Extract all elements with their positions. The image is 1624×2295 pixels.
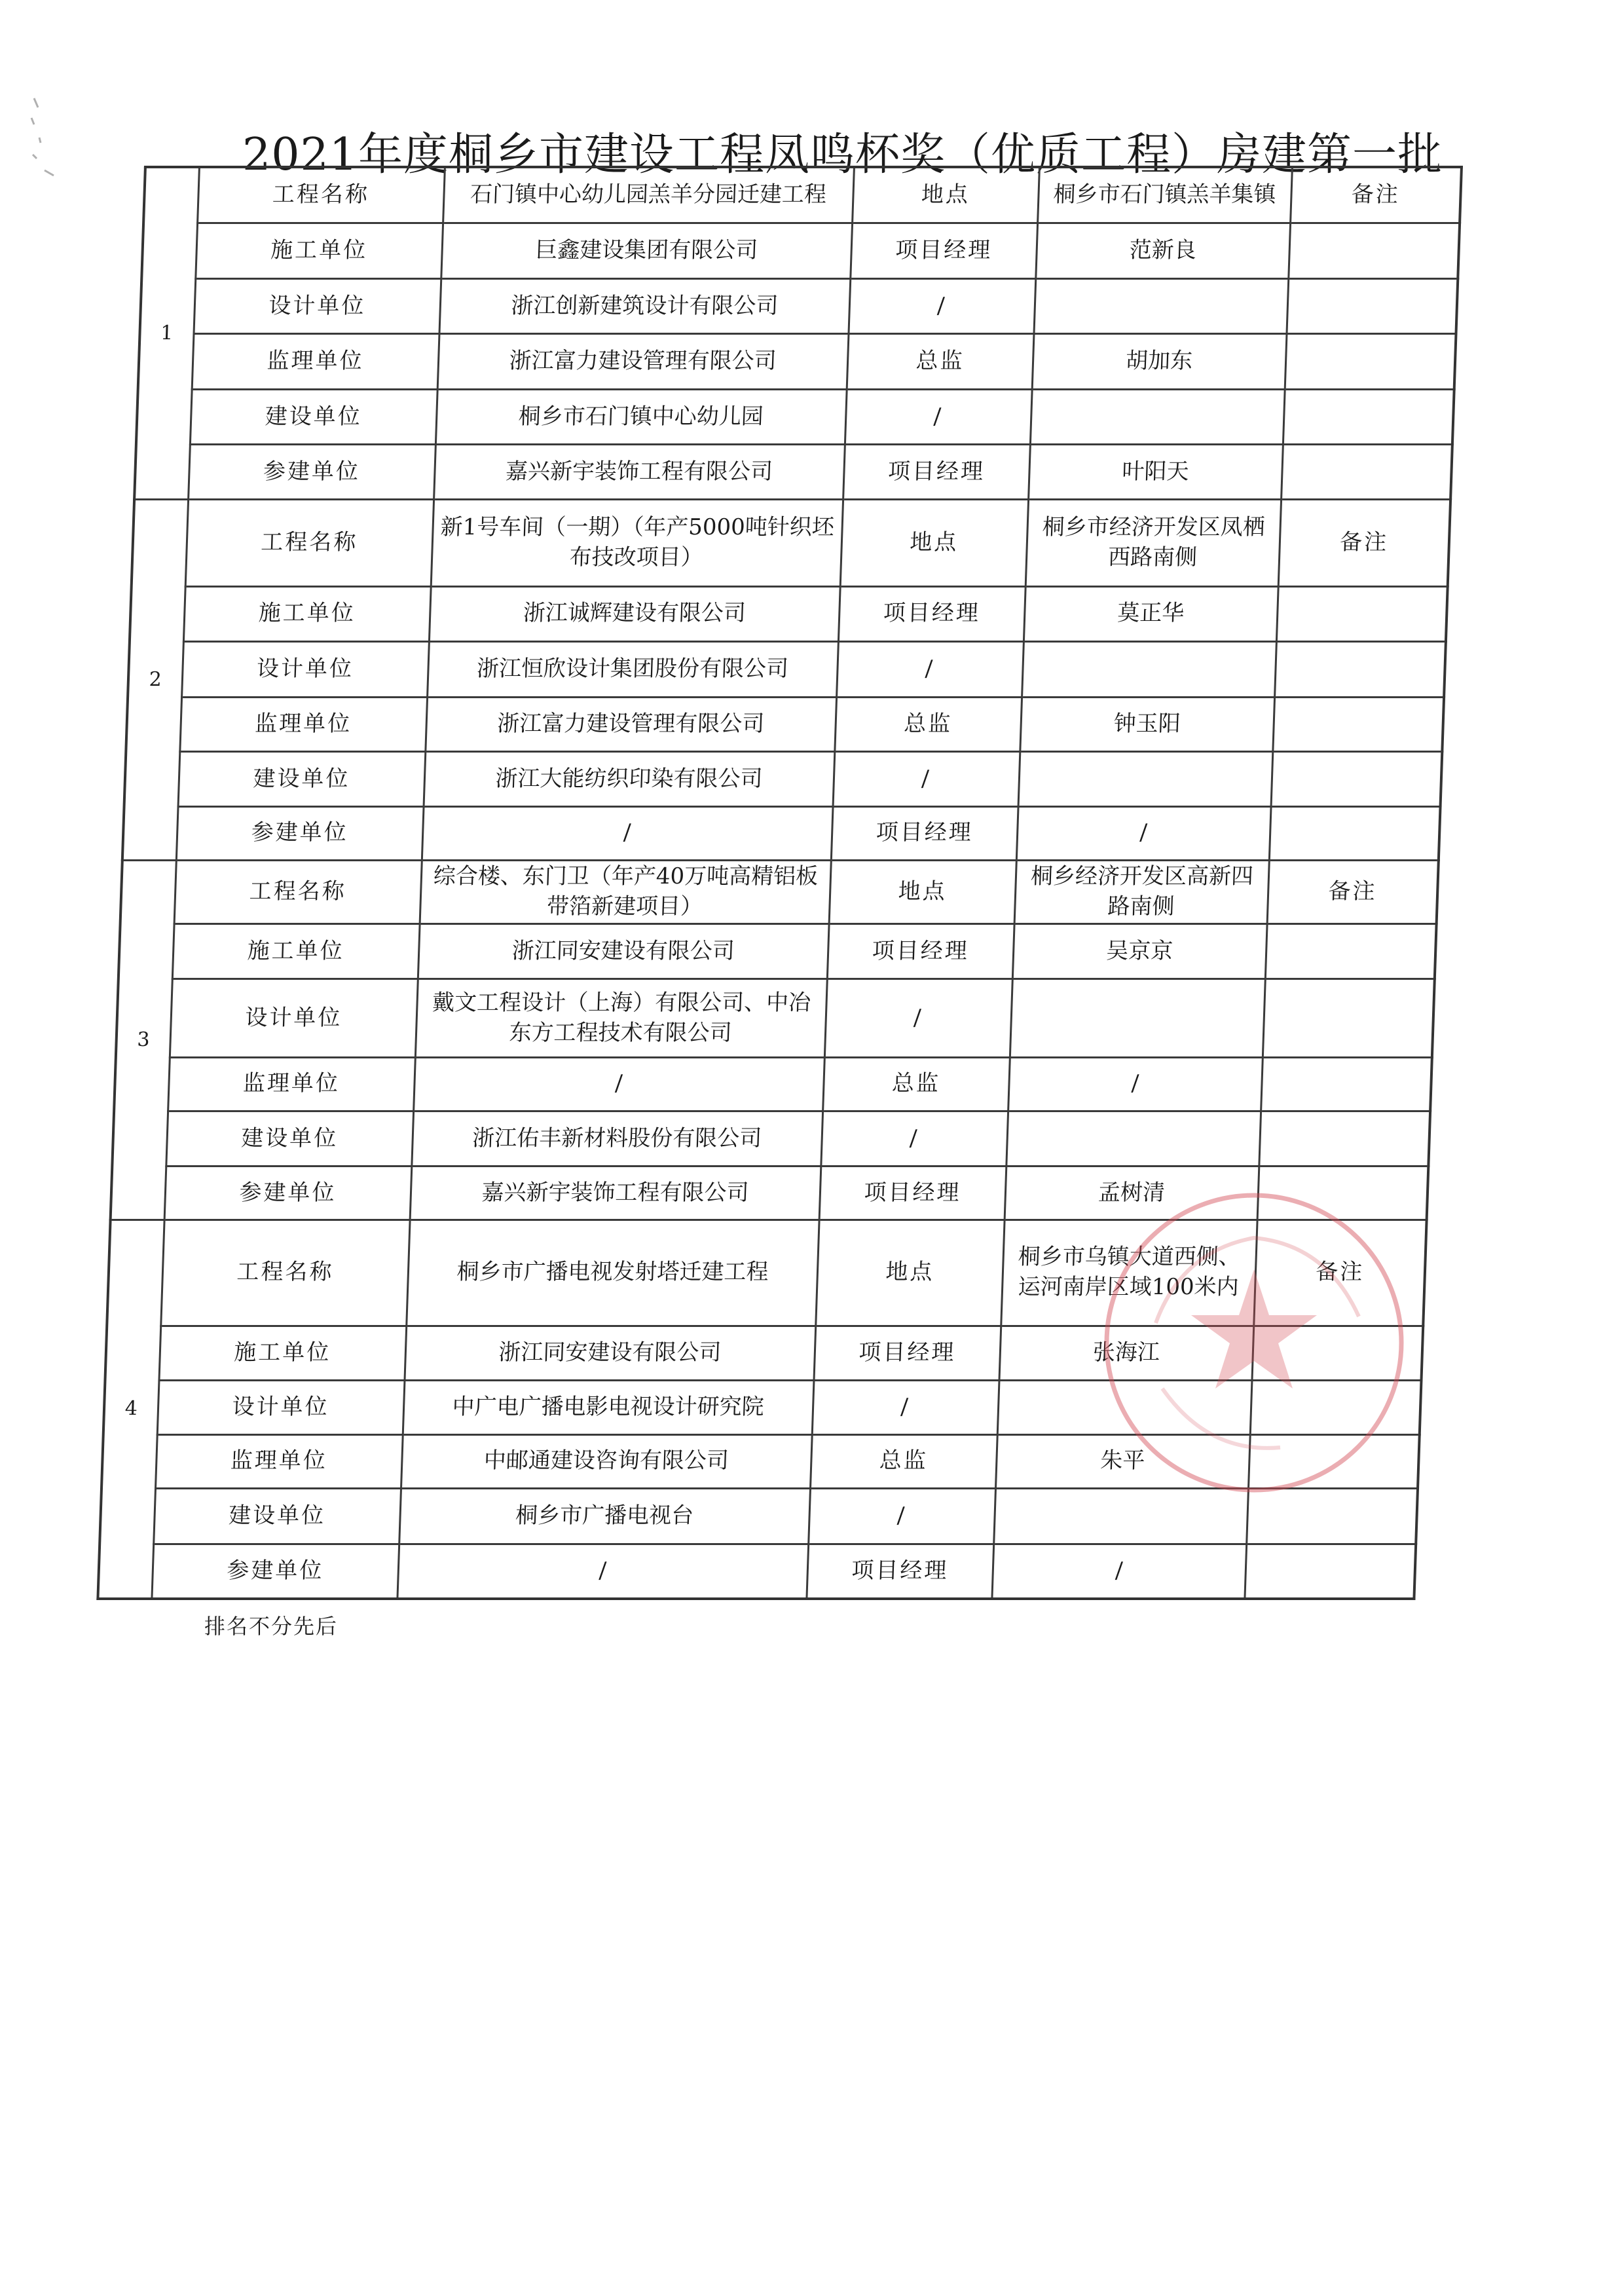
remark-cell xyxy=(1257,1166,1429,1220)
role-label: 项目经理 xyxy=(819,1166,1006,1220)
table-row xyxy=(116,979,1435,1058)
remark-cell xyxy=(1274,641,1446,697)
table-row xyxy=(134,445,1452,500)
role-label: 项目经理 xyxy=(806,1544,993,1599)
table-row xyxy=(103,1381,1422,1435)
role-label: / xyxy=(808,1488,995,1544)
remark-cell xyxy=(1251,1326,1423,1381)
project-location: 桐乡市乌镇大道西侧、运河南岸区域100米内 xyxy=(1001,1220,1257,1326)
unit-type-label: 参建单位 xyxy=(164,1166,412,1220)
unit-name: 中邮通建设咨询有限公司 xyxy=(401,1435,812,1489)
unit-type-label: 设计单位 xyxy=(157,1381,405,1435)
remark-cell xyxy=(1250,1381,1422,1435)
table-row xyxy=(114,1057,1432,1111)
remark-label: 备注 xyxy=(1290,167,1462,223)
project-name-label: 工程名称 xyxy=(197,167,445,223)
unit-type-label: 建设单位 xyxy=(190,389,437,445)
role-label: / xyxy=(833,752,1020,807)
remark-cell xyxy=(1269,807,1441,861)
table-row xyxy=(139,279,1458,334)
table-row xyxy=(122,807,1441,861)
unit-type-label: 监理单位 xyxy=(192,333,439,389)
remark-cell xyxy=(1259,1111,1430,1166)
project-name-label: 工程名称 xyxy=(160,1220,409,1326)
person-name xyxy=(1030,389,1285,445)
remark-cell xyxy=(1248,1435,1420,1489)
person-name: / xyxy=(1016,807,1271,861)
table-row xyxy=(136,389,1454,445)
role-label: 项目经理 xyxy=(838,586,1025,641)
unit-name: 浙江创新建筑设计有限公司 xyxy=(439,279,850,334)
unit-type-label: 参建单位 xyxy=(151,1544,399,1599)
role-label: / xyxy=(812,1381,999,1435)
person-name xyxy=(1010,979,1265,1058)
project-header-row xyxy=(120,860,1439,924)
person-name xyxy=(997,1381,1252,1435)
project-name: 综合楼、东门卫（年产40万吨高精铝板带箔新建项目） xyxy=(420,860,831,924)
unit-name: 嘉兴新宇装饰工程有限公司 xyxy=(434,445,845,500)
remark-label: 备注 xyxy=(1267,860,1439,924)
unit-name: 浙江大能纺织印染有限公司 xyxy=(424,752,835,807)
unit-name: 中广电广播电影电视设计研究院 xyxy=(403,1381,814,1435)
unit-type-label: 施工单位 xyxy=(158,1326,406,1381)
project-number: 1 xyxy=(134,167,199,500)
person-name: 范新良 xyxy=(1035,223,1290,279)
unit-name: 浙江佑丰新材料股份有限公司 xyxy=(411,1111,822,1166)
unit-type-label: 监理单位 xyxy=(168,1057,415,1111)
person-name: / xyxy=(991,1544,1246,1599)
person-name xyxy=(993,1488,1248,1544)
unit-type-label: 设计单位 xyxy=(170,979,418,1058)
unit-type-label: 施工单位 xyxy=(183,586,431,641)
person-name: 胡加东 xyxy=(1032,333,1287,389)
person-name xyxy=(1018,752,1273,807)
unit-name: 戴文工程设计（上海）有限公司、中冶东方工程技术有限公司 xyxy=(415,979,827,1058)
remark-cell xyxy=(1271,752,1443,807)
unit-type-label: 监理单位 xyxy=(155,1435,403,1489)
person-name: 钟玉阳 xyxy=(1020,697,1274,752)
award-table xyxy=(96,166,1463,1600)
project-number: 3 xyxy=(111,860,176,1220)
table-row xyxy=(138,333,1456,389)
remark-cell xyxy=(1261,1057,1432,1111)
unit-name: 浙江富力建设管理有限公司 xyxy=(425,697,836,752)
person-name: 吴京京 xyxy=(1012,924,1267,979)
footnote: 排名不分先后 xyxy=(204,1614,339,1639)
remark-cell xyxy=(1288,223,1460,279)
project-location: 桐乡市石门镇羔羊集镇 xyxy=(1037,167,1292,223)
remark-cell xyxy=(1265,924,1437,979)
project-header-row xyxy=(132,500,1450,587)
project-header-row xyxy=(107,1220,1426,1326)
unit-name: 浙江同安建设有限公司 xyxy=(418,924,829,979)
scan-marks xyxy=(25,92,64,196)
unit-name: / xyxy=(413,1057,824,1111)
unit-name: 桐乡市石门镇中心幼儿园 xyxy=(435,389,847,445)
role-label: 项目经理 xyxy=(827,924,1014,979)
remark-label: 备注 xyxy=(1278,500,1450,587)
project-number: 2 xyxy=(122,500,188,861)
unit-name: 巨鑫建设集团有限公司 xyxy=(441,223,852,279)
document-title: 2021年度桐乡市建设工程凤鸣杯奖（优质工程）房建第一批 xyxy=(242,129,1443,181)
remark-cell xyxy=(1246,1488,1418,1544)
table-row xyxy=(130,586,1448,641)
project-number: 4 xyxy=(98,1220,164,1599)
project-location: 桐乡经济开发区高新四路南侧 xyxy=(1014,860,1269,924)
remark-cell xyxy=(1285,333,1456,389)
unit-name: 浙江恒欣设计集团股份有限公司 xyxy=(427,641,838,697)
project-location: 桐乡市经济开发区凤栖西路南侧 xyxy=(1025,500,1281,587)
role-label: / xyxy=(845,389,1032,445)
remark-cell xyxy=(1281,445,1452,500)
unit-name: / xyxy=(422,807,833,861)
table-row xyxy=(128,641,1446,697)
person-name: / xyxy=(1008,1057,1263,1111)
table-row xyxy=(126,697,1444,752)
remark-cell xyxy=(1272,697,1444,752)
unit-name: 浙江富力建设管理有限公司 xyxy=(437,333,849,389)
person-name xyxy=(1006,1111,1261,1166)
remark-cell xyxy=(1286,279,1458,334)
person-name: 孟树清 xyxy=(1005,1166,1259,1220)
project-name-label: 工程名称 xyxy=(174,860,422,924)
role-label: / xyxy=(821,1111,1008,1166)
unit-type-label: 设计单位 xyxy=(181,641,429,697)
person-name: 张海江 xyxy=(999,1326,1253,1381)
role-label: 总监 xyxy=(847,333,1034,389)
table-row xyxy=(105,1326,1423,1381)
project-name: 新1号车间（一期）（年产5000吨针织坯布技改项目） xyxy=(431,500,843,587)
role-label: 总监 xyxy=(810,1435,997,1489)
remark-cell xyxy=(1244,1544,1416,1599)
unit-type-label: 参建单位 xyxy=(176,807,424,861)
role-label: / xyxy=(836,641,1024,697)
person-name xyxy=(1022,641,1276,697)
unit-name: 嘉兴新宇装饰工程有限公司 xyxy=(410,1166,821,1220)
remark-cell xyxy=(1283,389,1454,445)
unit-type-label: 建设单位 xyxy=(178,752,426,807)
unit-name: 浙江同安建设有限公司 xyxy=(404,1326,815,1381)
table-row xyxy=(119,924,1437,979)
unit-type-label: 参建单位 xyxy=(188,445,435,500)
table-row xyxy=(141,223,1460,279)
location-label: 地点 xyxy=(852,167,1039,223)
role-label: 项目经理 xyxy=(850,223,1037,279)
project-name-label: 工程名称 xyxy=(185,500,434,587)
role-label: 总监 xyxy=(822,1057,1010,1111)
project-name: 桐乡市广播电视发射塔迁建工程 xyxy=(406,1220,819,1326)
role-label: 项目经理 xyxy=(813,1326,1001,1381)
table-row xyxy=(124,752,1443,807)
unit-type-label: 建设单位 xyxy=(166,1111,413,1166)
table-row xyxy=(100,1488,1418,1544)
table-row xyxy=(98,1544,1416,1599)
unit-name: / xyxy=(397,1544,808,1599)
unit-type-label: 施工单位 xyxy=(172,924,420,979)
unit-type-label: 建设单位 xyxy=(153,1488,401,1544)
location-label: 地点 xyxy=(815,1220,1004,1326)
person-name: 叶阳天 xyxy=(1028,445,1283,500)
location-label: 地点 xyxy=(829,860,1016,924)
remark-cell xyxy=(1263,979,1435,1058)
unit-name: 浙江诚辉建设有限公司 xyxy=(429,586,840,641)
person-name: 莫正华 xyxy=(1024,586,1278,641)
remark-cell xyxy=(1276,586,1448,641)
unit-type-label: 设计单位 xyxy=(193,279,441,334)
unit-name: 桐乡市广播电视台 xyxy=(399,1488,810,1544)
role-label: 项目经理 xyxy=(843,445,1030,500)
table-row xyxy=(101,1435,1420,1489)
table-row xyxy=(111,1166,1429,1220)
project-header-row xyxy=(143,167,1462,223)
unit-type-label: 施工单位 xyxy=(195,223,443,279)
role-label: / xyxy=(848,279,1035,334)
role-label: 总监 xyxy=(834,697,1022,752)
remark-label: 备注 xyxy=(1253,1220,1426,1326)
location-label: 地点 xyxy=(840,500,1028,587)
role-label: / xyxy=(824,979,1012,1058)
person-name: 朱平 xyxy=(995,1435,1250,1489)
role-label: 项目经理 xyxy=(831,807,1018,861)
person-name xyxy=(1033,279,1288,334)
project-name: 石门镇中心幼儿园羔羊分园迁建工程 xyxy=(443,167,854,223)
unit-type-label: 监理单位 xyxy=(179,697,427,752)
table-row xyxy=(112,1111,1430,1166)
